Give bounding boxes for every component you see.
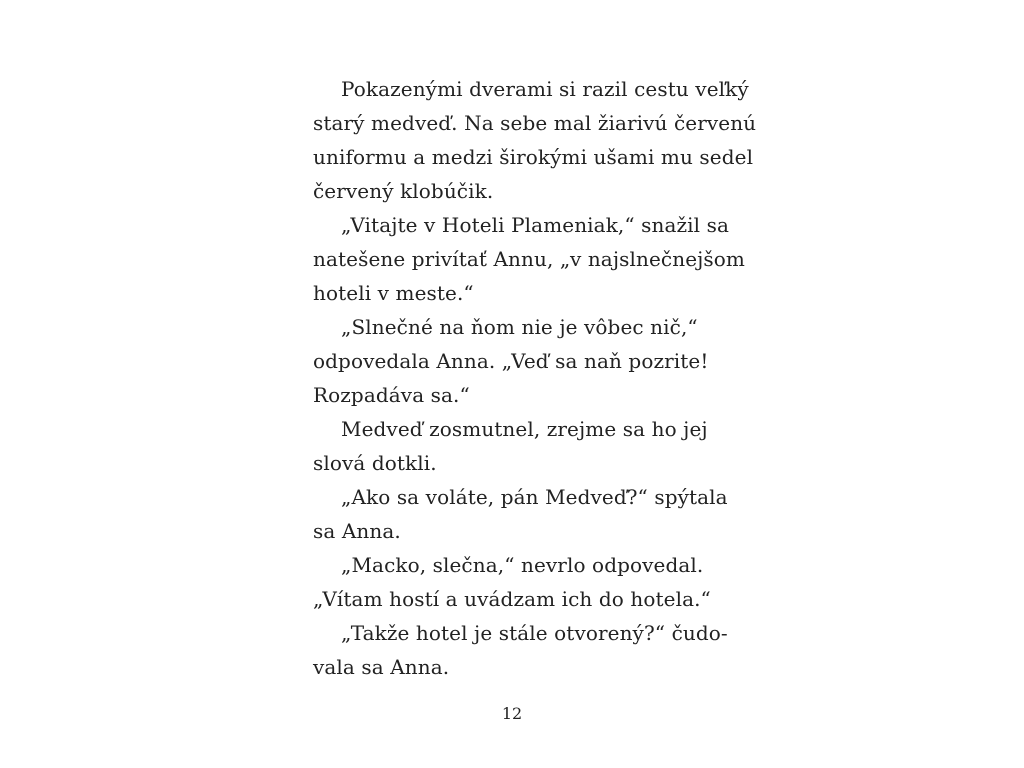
text-line: Pokazenými dverami si razil cestu veľký xyxy=(341,77,749,101)
text-line: „Takže hotel je stále otvorený?“ čudo- xyxy=(341,621,728,645)
text-line: „Slnečné na ňom nie je vôbec nič,“ xyxy=(341,315,698,339)
text-line: „Ako sa voláte, pán Medveď?“ spýtala xyxy=(341,485,728,509)
text-line: Medveď zosmutnel, zrejme sa ho jej xyxy=(341,417,708,441)
text-line: červený klobúčik. xyxy=(313,179,494,203)
text-line: „Macko, slečna,“ nevrlo odpovedal. xyxy=(341,553,704,577)
text-line: Rozpadáva sa.“ xyxy=(313,383,470,407)
text-line: sa Anna. xyxy=(313,519,401,543)
text-line: vala sa Anna. xyxy=(313,655,450,679)
text-line: „Vitajte v Hoteli Plameniak,“ snažil sa xyxy=(341,213,729,237)
text-line: starý medveď. Na sebe mal žiarivú červenú xyxy=(313,111,757,135)
text-line: hoteli v meste.“ xyxy=(313,281,474,305)
page-number: 12 xyxy=(501,704,523,723)
text-line: slová dotkli. xyxy=(313,451,437,475)
text-line: odpovedala Anna. „Veď sa naň pozrite! xyxy=(313,349,709,373)
body-text xyxy=(313,72,757,684)
text-line: uniformu a medzi širokými ušami mu sedel xyxy=(313,145,754,169)
text-line: „Vítam hostí a uvádzam ich do hotela.“ xyxy=(313,587,711,611)
text-line: natešene privítať Annu, „v najslnečnejšom xyxy=(313,247,745,271)
